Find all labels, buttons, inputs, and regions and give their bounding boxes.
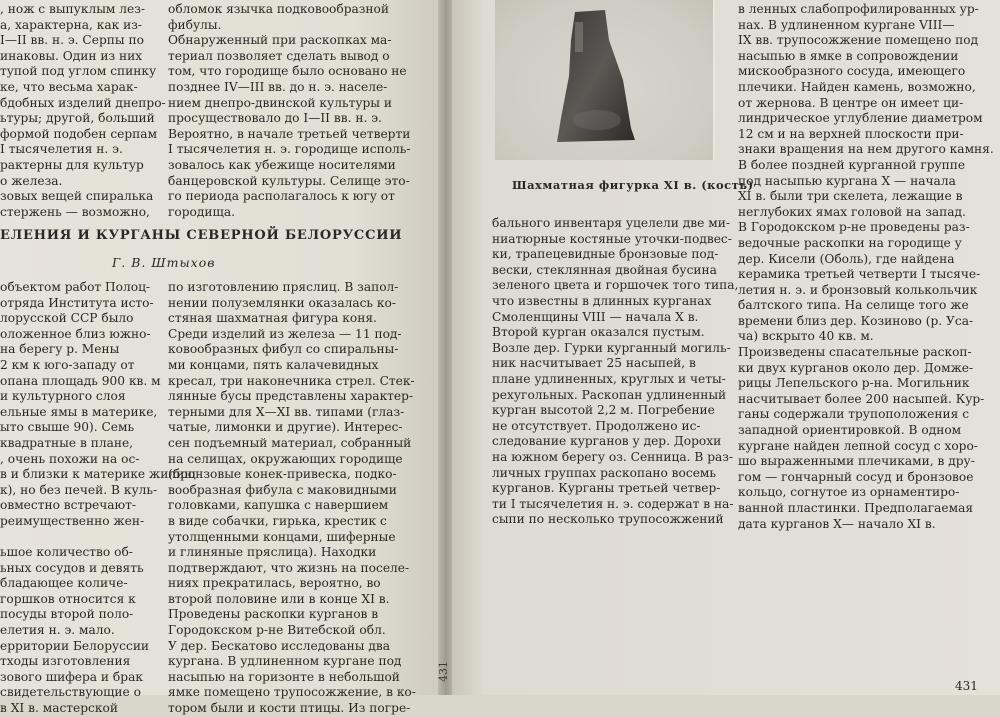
text-line: опана площадь 900 кв. м xyxy=(0,373,161,388)
text-line: банцеровской культуры. Селище это- xyxy=(168,173,410,188)
text-line: второй половине или в конце XI в. xyxy=(168,591,390,606)
text-line: ьных сосудов и девять xyxy=(0,560,144,575)
text-line: лорусской ССР было xyxy=(0,311,134,326)
text-line: нием днепро-двинской культуры и xyxy=(168,95,392,110)
text-line: объектом работ Полоц- xyxy=(0,280,151,294)
text-line: свидетельствующие о xyxy=(0,685,141,700)
right-column-1 xyxy=(492,216,739,528)
text-line: о железа. xyxy=(0,173,63,188)
text-line: и глиняные пряслица). Находки xyxy=(168,545,377,560)
text-line: овместно встречают- xyxy=(0,498,137,513)
text-line: го периода располагалось к югу от xyxy=(168,189,395,204)
text-line: плечики. Найден камень, возможно, xyxy=(738,79,976,94)
text-line: кургане найден лепной сосуд с хоро- xyxy=(738,438,978,453)
text-line: в XI в. мастерской xyxy=(0,701,118,716)
text-line: ельные ямы в материке, xyxy=(0,404,158,419)
text-line: ыто свыше 90). Семь xyxy=(0,420,135,435)
text-line: плане удлиненных, круглых и четы- xyxy=(492,371,726,386)
text-line: зовых вещей спиралька xyxy=(0,189,154,204)
text-line: Городокском р-не Витебской обл. xyxy=(168,623,386,638)
text-line: под насыпью кургана X — начала xyxy=(738,173,956,188)
text-line: керамика третьей четверти I тысяче- xyxy=(738,267,981,282)
text-line: Вероятно, в начале третьей четверти xyxy=(168,126,411,141)
text-line: Среди изделий из железа — 11 под- xyxy=(168,326,402,341)
text-line: знаки вращения на нем другого камня. xyxy=(738,142,994,157)
text-line: курган высотой 2,2 м. Погребение xyxy=(492,403,715,418)
text-line: летия н. э. и бронзовый колькольчик xyxy=(738,282,978,297)
text-line: насыпью на горизонте в небольшой xyxy=(168,669,400,684)
text-line: оложенное близ южно- xyxy=(0,326,151,341)
figure-patina xyxy=(573,110,621,130)
text-line: I тысячелетия н. э. городище исполь- xyxy=(168,142,411,157)
text-line: терными для X—XI вв. типами (глаз- xyxy=(168,404,405,419)
text-line: ьшое количество об- xyxy=(0,545,133,560)
text-line: рактерны для культур xyxy=(0,157,144,172)
text-line: стержень — возможно, xyxy=(0,204,150,219)
text-line: ми концами, пять калачевидных xyxy=(168,357,379,372)
text-line: зового шифера и брак xyxy=(0,669,143,684)
text-line: зеленого цвета и горшочек того типа, xyxy=(492,278,739,293)
text-line: рехугольных. Раскопан удлиненный xyxy=(492,387,727,402)
text-line: не отсутствует. Продолжено ис- xyxy=(492,418,701,433)
chess-figure-image xyxy=(495,0,713,160)
text-line: на южном берегу оз. Сенница. В раз- xyxy=(492,449,734,464)
text-line: формой подобен серпам xyxy=(0,126,158,141)
text-line: квадратные в плане, xyxy=(0,435,134,450)
text-line: кольцо, согнутое из орнаментиро- xyxy=(738,485,960,500)
text-line: Второй курган оказался пустым. xyxy=(492,325,705,340)
text-line: горшков относится к xyxy=(0,591,136,606)
text-line: кургана. В удлиненном кургане под xyxy=(168,654,402,669)
text-line: к), но без печей. В куль- xyxy=(0,482,158,497)
figure-highlight xyxy=(575,22,583,52)
text-line: дер. Кисели (Оболь), где найдена xyxy=(738,251,955,266)
text-line: насыпью в ямке в сопровождении xyxy=(738,48,959,63)
text-line: в ленных слабопрофилированных ур- xyxy=(738,2,979,16)
text-line: зовалось как убежище носителями xyxy=(168,157,396,172)
text-line: сен подъемный материал, собранный xyxy=(168,435,412,450)
text-line: 2 км к юго-западу от xyxy=(0,357,135,372)
text-line: чатые, лимонки и другие). Интерес- xyxy=(168,420,403,435)
text-line: В Городокском р-не проведены раз- xyxy=(738,220,970,235)
text-line: ямке помещено трупосожжение, в ко- xyxy=(168,685,416,700)
text-line: ванной пластинки. Предполагаемая xyxy=(738,501,974,515)
chess-figure-photo xyxy=(495,0,713,160)
text-line: следование курганов у дер. Дорохи xyxy=(492,434,722,449)
text-line: У дер. Бескатово исследованы два xyxy=(168,638,391,653)
text-line: ерритории Белоруссии xyxy=(0,638,150,653)
text-line: XI в. были три скелета, лежащие в xyxy=(738,189,963,204)
text-line: Проведены раскопки курганов в xyxy=(168,607,379,622)
text-line: Произведены спасательные раскоп- xyxy=(738,345,972,360)
text-line: западной ориентировкой. В одном xyxy=(738,423,962,438)
text-line: ковообразных фибул со спиральны- xyxy=(168,342,399,357)
text-line: вески, стеклянная двойная бусина xyxy=(492,262,717,277)
text-line: ке, что весьма харак- xyxy=(0,79,138,94)
page-number: 431 xyxy=(955,679,978,693)
text-line: стяная шахматная фигура коня. xyxy=(168,311,377,326)
left-column-2-top xyxy=(168,2,423,220)
author-name: Г. В. Штыхов xyxy=(112,255,216,270)
text-line: ча) вскрыто 40 кв. м. xyxy=(738,329,874,344)
text-line: лянные бусы представлены характер- xyxy=(168,389,414,404)
text-line: мискообразного сосуда, имеющего xyxy=(738,64,966,79)
left-column-2-bottom xyxy=(168,280,423,717)
text-line: городища. xyxy=(168,204,235,219)
left-column-1-bottom xyxy=(0,280,196,717)
text-line: утолщенными концами, шиферные xyxy=(168,529,396,544)
text-line: бладающее количе- xyxy=(0,576,128,591)
text-line: ганы содержали трупоположения с xyxy=(738,407,970,422)
text-line: (бронзовые конек-привеска, подко- xyxy=(168,467,397,482)
text-line: елетия н. э. мало. xyxy=(0,623,115,638)
text-line: от жернова. В центре он имеет ци- xyxy=(738,95,964,110)
text-line: рицы Лепельского р-на. Могильник xyxy=(738,376,970,391)
text-line: ьтуры; другой, больший xyxy=(0,111,155,126)
left-column-1-top xyxy=(0,2,166,220)
text-line: ник насчитывает 25 насыпей, в xyxy=(492,356,696,371)
text-line: кресал, три наконечника стрел. Стек- xyxy=(168,373,415,388)
text-line: на селищах, окружающих городище xyxy=(168,451,403,466)
text-line: бдобных изделий днепро- xyxy=(0,95,166,110)
text-line: сыпи по несколько трупосожжений xyxy=(492,512,724,527)
text-line: бального инвентаря уцелели две ми- xyxy=(492,216,730,230)
text-line: в и близки к материке жилищ xyxy=(0,467,196,482)
text-line: на берегу р. Мены xyxy=(0,342,120,357)
text-line: I тысячелетия н. э. xyxy=(0,142,123,157)
text-line: что известны в длинных курганах xyxy=(492,293,712,308)
text-line: дата курганов X— начало XI в. xyxy=(738,516,936,531)
text-line: а, характерна, как из- xyxy=(0,17,142,32)
text-line: вообразная фибула с маковидными xyxy=(168,482,397,497)
text-line: инаковы. Один из них xyxy=(0,48,143,63)
text-line: курганов. Курганы третьей четвер- xyxy=(492,481,721,496)
text-line: ти I тысячелетия н. э. содержат в на- xyxy=(492,496,734,511)
text-line: времени близ дер. Козиново (р. Уса- xyxy=(738,313,974,328)
text-line: линдрическое углубление диаметром xyxy=(738,111,983,126)
text-line: ки двух курганов около дер. Домже- xyxy=(738,360,974,375)
text-line: IX вв. трупосожжение помещено под xyxy=(738,33,979,48)
text-line: I—II вв. н. э. Серпы по xyxy=(0,33,144,48)
text-line: неглубоких ямах головой на запад. xyxy=(738,204,966,219)
text-line: подтверждают, что жизнь на поселе- xyxy=(168,560,410,575)
photo-caption: Шахматная фигурка XI в. (кость) xyxy=(512,178,754,192)
text-line: посуды второй поло- xyxy=(0,607,134,622)
text-line: реимущественно жен- xyxy=(0,513,145,528)
text-line: 12 см и на верхней плоскости при- xyxy=(738,126,964,141)
text-line: териал позволяет сделать вывод о xyxy=(168,48,390,63)
text-line: Обнаруженный при раскопках ма- xyxy=(168,33,392,48)
text-line: нах. В удлиненном кургане VIII— xyxy=(738,17,955,32)
text-line: нении полуземлянки оказалась ко- xyxy=(168,295,397,310)
text-line: ки, трапецевидные бронзовые под- xyxy=(492,247,719,262)
text-line: гом — гончарный сосуд и бронзовое xyxy=(738,469,974,484)
gutter-page-number: 431 xyxy=(437,661,450,682)
text-line: , нож с выпуклым лез- xyxy=(0,2,145,16)
text-line: , очень похожи на ос- xyxy=(0,451,140,466)
text-line: позднее IV—III вв. до н. э. населе- xyxy=(168,79,388,94)
text-line xyxy=(0,530,158,546)
text-line: шо выраженными плечиками, в дру- xyxy=(738,454,975,469)
text-line: отряда Института исто- xyxy=(0,295,154,310)
text-line: насчитывает более 200 насыпей. Кур- xyxy=(738,391,985,406)
text-line: в виде собачки, гирька, крестик с xyxy=(168,513,387,528)
text-line: ниатюрные костяные уточки-подвес- xyxy=(492,231,732,246)
text-line: ведочные раскопки на городище у xyxy=(738,235,962,250)
text-line: том, что городище было основано не xyxy=(168,64,407,79)
text-line: личных группах раскопано восемь xyxy=(492,465,717,480)
text-line: по изготовлению пряслиц. В запол- xyxy=(168,280,399,294)
text-line: просуществовало до I—II вв. н. э. xyxy=(168,111,382,126)
text-line: тупой под углом спинку xyxy=(0,64,157,79)
text-line: балтского типа. На селище того же xyxy=(738,298,969,313)
text-line: Возле дер. Гурки курганный могиль- xyxy=(492,340,731,355)
text-line: и культурного слоя xyxy=(0,389,126,404)
text-line: тходы изготовления xyxy=(0,654,131,669)
text-line: фибулы. xyxy=(168,17,222,32)
text-line: Смоленщины VIII — начала X в. xyxy=(492,309,699,324)
text-line: головками, капушка с навершием xyxy=(168,498,389,513)
text-line: тором были и кости птицы. Из погре- xyxy=(168,701,411,716)
text-line: ниях прекратилась, вероятно, во xyxy=(168,576,381,591)
text-line: обломок язычка подковообразной xyxy=(168,2,390,16)
text-line: В более поздней курганной группе xyxy=(738,157,966,172)
section-heading: ЕЛЕНИЯ И КУРГАНЫ СЕВЕРНОЙ БЕЛОРУССИИ xyxy=(0,228,403,243)
right-column-2 xyxy=(738,2,994,532)
